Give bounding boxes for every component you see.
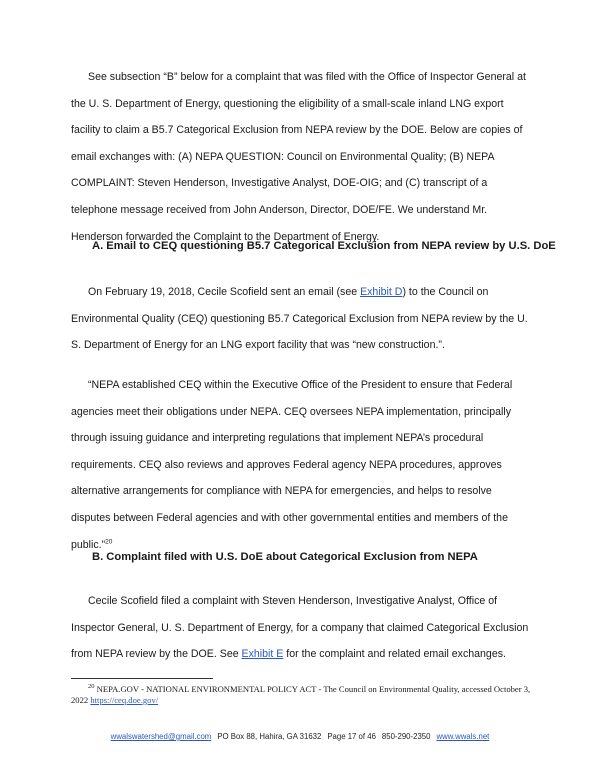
footnote-text: NEPA.GOV - NATIONAL ENVIRONMENTAL POLICY ACT - The Council on Environmental Quality, accessed October 3, 2022 <box>71 684 531 705</box>
intro-text: See subsection “B” below for a complaint that was filed with the Office of Inspector General at the U. S. Department of Energy, questioning the eligibility of a small-scale inland LNG export facility to claim a B5.7 Categorical Exclusion from NEPA review by the DOE. Below are copies of email exchanges with: (A) NEPA QUESTION: Council on Environmental Quality; (B) NEPA COMPLAINT: Steven Henderson, Investigative Analyst, DOE-OIG; and (C) transcript of a telephone message received from John Anderson, Director, DOE/FE. We understand Mr. Henderson forwarded the Complaint to the Department of Energy. <box>71 71 526 243</box>
page-footer <box>0 732 600 741</box>
exhibit-d-link[interactable]: Exhibit D <box>360 286 403 298</box>
section-b-text-before: Cecile Scofield filed a complaint with Steven Henderson, Investigative Analyst, Office of Inspector General, U. S. Department of Energy, for a company that claimed Categorical Exclusion from NEPA review by the DOE. See <box>71 595 529 661</box>
ceq-quote-text: “NEPA established CEQ within the Executive Office of the President to ensure that Federal agencies meet their obligations under NEPA. CEQ oversees NEPA implementation, principally through issuing guidance and interpreting regulations that implement NEPA’s procedural requirements. CEQ also reviews and approves Federal agency NEPA procedures, approves alternative arrangements for compliance with NEPA for emergencies, and helps to resolve disputes between Federal agencies and with other governmental entities and members of the public.” <box>71 379 513 551</box>
footnote-url-link[interactable]: https://ceq.doe.gov/ <box>90 695 159 705</box>
section-a-text-before: On February 19, 2018, Cecile Scofield sent an email (see <box>88 286 361 298</box>
footer-email-link[interactable]: wwalswatershed@gmail.com <box>110 732 212 741</box>
footnote-divider <box>71 678 213 679</box>
footer-phone: 850-290-2350 <box>381 732 431 741</box>
exhibit-e-link[interactable]: Exhibit E <box>241 648 284 661</box>
section-b-text-after: for the complaint and related email exchanges. <box>283 648 506 661</box>
ceq-quote-paragraph <box>71 372 531 558</box>
section-a-heading: A. Email to CEQ questioning B5.7 Categorical Exclusion from NEPA review by U.S. DoE <box>92 240 556 252</box>
footnote-number: 20 <box>88 683 95 691</box>
footnote <box>71 684 541 706</box>
footer-page-number: Page 17 of 46 <box>327 732 376 741</box>
section-a-paragraph <box>71 279 531 359</box>
section-b-heading: B. Complaint filed with U.S. DoE about Categorical Exclusion from NEPA <box>92 551 478 563</box>
section-a-text-after: ) to the Council on Environmental Quality (CEQ) questioning B5.7 Categorical Exclusion from NEPA review by the U. S. Department of Energy for an LNG export facility that was “new construction.”. <box>71 286 528 352</box>
footer-website-link[interactable]: www.wwals.net <box>436 732 490 741</box>
intro-paragraph <box>71 64 531 250</box>
footer-address: PO Box 88, Hahira, GA 31632 <box>217 732 322 741</box>
section-b-paragraph <box>71 588 531 668</box>
footnote-reference[interactable]: 20 <box>105 538 113 546</box>
